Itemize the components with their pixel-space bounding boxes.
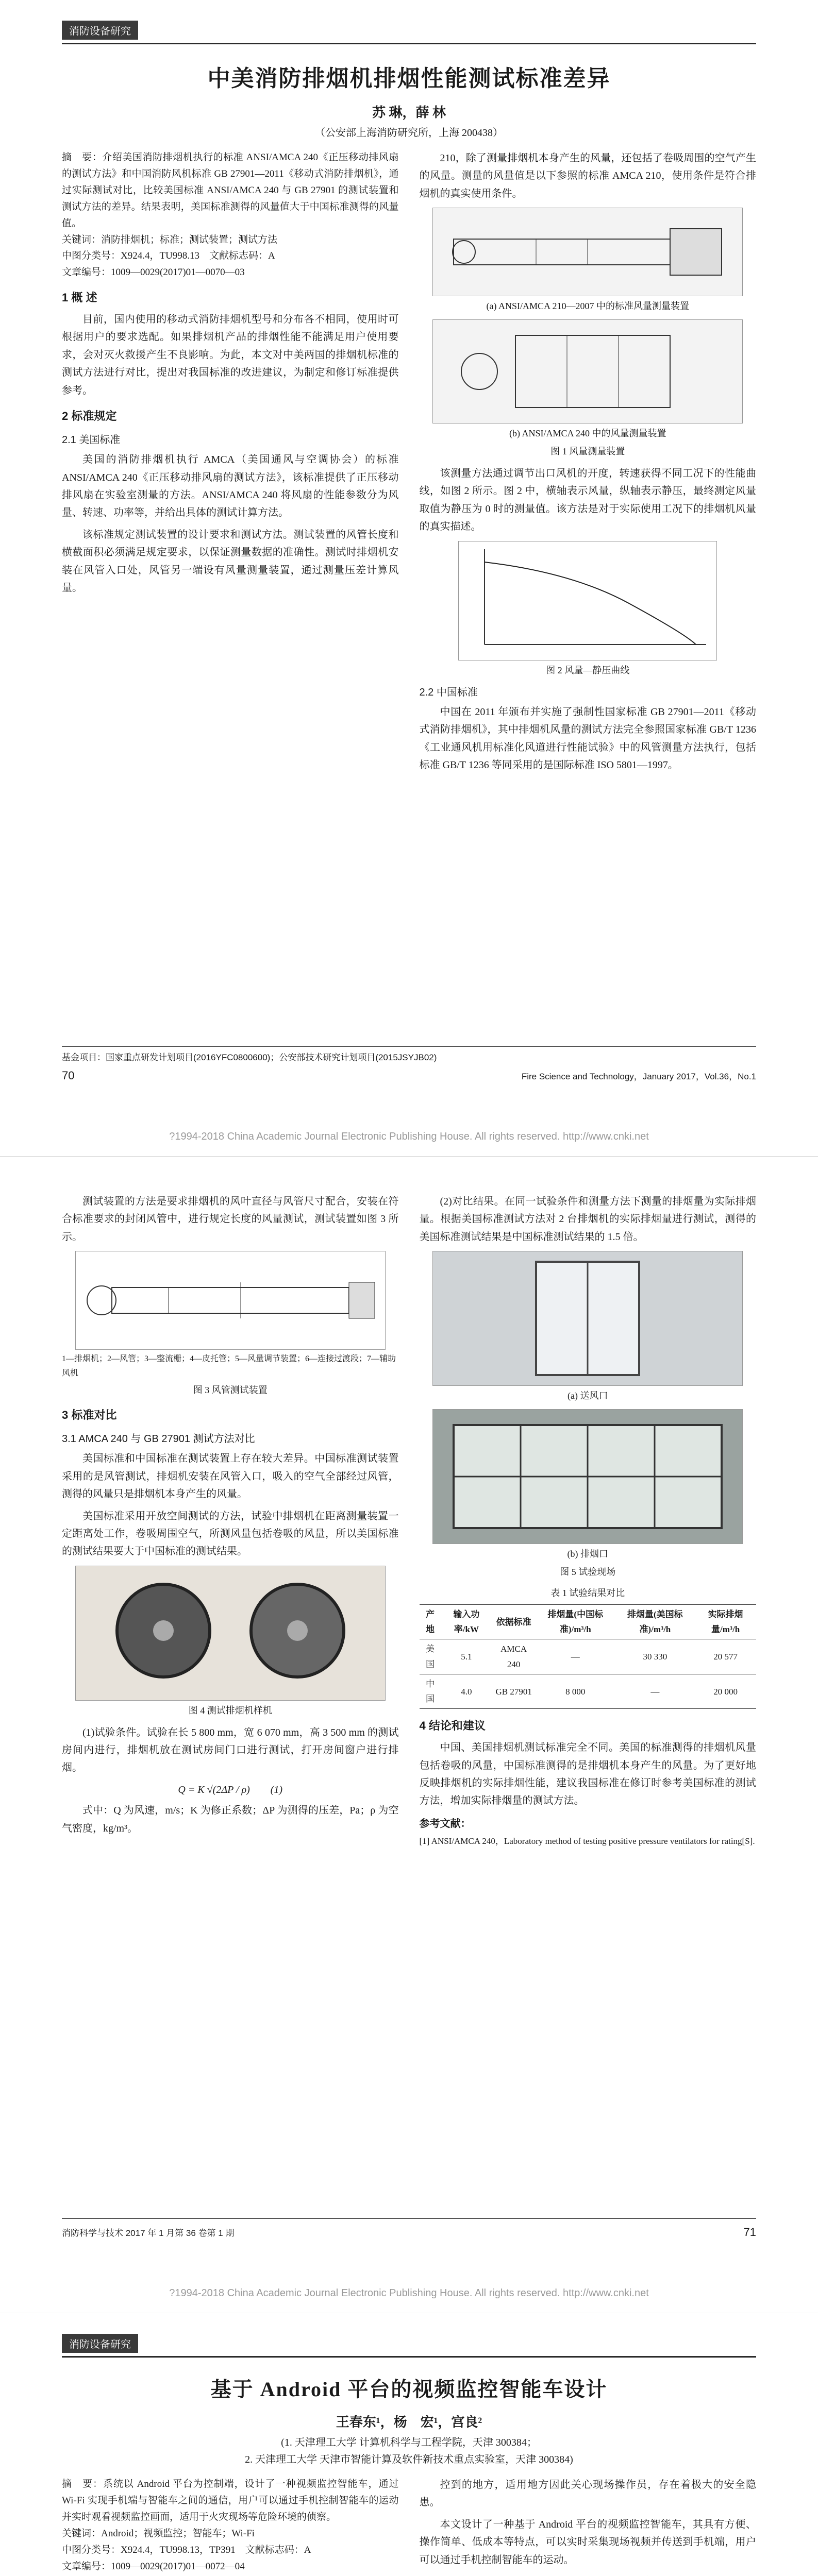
- left-column: [62, 1193, 399, 1850]
- footer-rule: [62, 2218, 756, 2219]
- article-number: 文章编号：1009—0029(2017)01—0072—04: [62, 2561, 245, 2572]
- footer-rule: [62, 1046, 756, 1047]
- left-text-1: 测试装置的方法是要求排烟机的风叶直径与风管尺寸配合，安装在符合标准要求的封闭风管中，进行规定长度的风量测试，测试装置如图 3 所示。: [62, 1196, 399, 1243]
- right-text-1: 210，除了测量排烟机本身产生的风量，还包括了卷吸周围的空气产生的风量。测量的风量值是以下参照的标准 AMCA 210，使用条件是符合排烟机的真实使用条件。: [419, 152, 756, 199]
- header-rule: [62, 2356, 756, 2358]
- right-text-2: 本文设计了一种基于 Android 平台的视频监控智能车，其具有方便、操作简单、低成本等特点，可以实时采集现场视频并传送到手机端，用户可以通过手机控制智能车的运动。: [419, 2518, 756, 2566]
- clc-number: 中图分类号：X924.4，TU998.13 文献标志码：A: [62, 250, 275, 262]
- table-header-cell: 实际排烟量/m³/h: [695, 1604, 756, 1639]
- table-cell: 5.1: [441, 1639, 492, 1674]
- table-header-cell: 产地: [420, 1604, 441, 1639]
- table-cell: 中国: [420, 1674, 441, 1708]
- table-cell: GB 27901: [492, 1674, 536, 1708]
- figure-4-caption: 图 4 测试排烟机样机: [188, 1705, 272, 1716]
- figure-2-chart: [458, 541, 717, 660]
- table-cell: 美国: [420, 1639, 441, 1674]
- section-2-2-heading: 2.2 中国标准: [419, 686, 478, 698]
- table-cell: 4.0: [441, 1674, 492, 1708]
- section-2-2-text: 中国在 2011 年颁布并实施了强制性国家标准 GB 27901—2011《移动式消防排烟机》，其中排烟机风量的测试方法完全参照国家标准 GB/T 1236《工业通风机用标准化风道进行性能试验》中的风管测量方法执行，包括标准 GB/T 1236 等同采用的是国际标准 ISO 5801—1997。: [419, 706, 756, 771]
- figure-5-caption: 图 5 试验现场: [560, 1567, 616, 1578]
- table-cell: —: [615, 1674, 695, 1708]
- right-text-2: 该测量方法通过调节出口风机的开度，转速获得不同工况下的性能曲线，如图 2 所示。图 2 中，横轴表示风量，纵轴表示静压，最终测定风量取值为静压为 0 时的测量值。该方法是对于实际使用工况下的排烟机风量的真实描述。: [419, 468, 756, 533]
- page-3: [0, 2313, 818, 2576]
- authors: 王春东¹，杨 宏¹，宫良²: [336, 2415, 482, 2430]
- section-3-1-text-3: (1)试验条件。试验在长 5 800 mm，宽 6 070 mm，高 3 500 mm 的测试房间内进行，排烟机放在测试房间门口进行测试，打开房间窗户进行排烟。: [62, 1726, 399, 1774]
- header-rule: [62, 43, 756, 44]
- section-3-1-text-4: 式中：Q 为风速，m/s；K 为修正系数；ΔP 为测得的压差，Pa；ρ 为空气密度，kg/m³。: [62, 1805, 399, 1834]
- figure-1a-drawing: [432, 208, 743, 296]
- test-duct-icon: [76, 1251, 385, 1349]
- table-cell: 20 577: [695, 1639, 756, 1674]
- clc-number: 中图分类号：X924.4，TU998.13，TP391 文献标志码：A: [62, 2544, 311, 2555]
- page-footer: [62, 2226, 756, 2239]
- section-2-1-heading: 2.1 美国标准: [62, 434, 121, 446]
- table-header-cell: 排烟量(美国标准)/m³/h: [615, 1604, 695, 1639]
- table-cell: 20 000: [695, 1674, 756, 1708]
- figure-1b-drawing: [432, 319, 743, 423]
- watermark: ?1994-2018 China Academic Journal Electronic Publishing House. All rights reserved. http://www.cnki.net: [169, 1131, 649, 1142]
- right-column: [420, 149, 757, 778]
- page-2-content: [62, 1177, 756, 2259]
- section-4-heading: 4 结论和建议: [419, 1719, 486, 1733]
- affiliation-1: (1. 天津理工大学 计算机科学与工程学院，天津 300384；: [281, 2437, 537, 2448]
- duct-diagram-icon: [433, 208, 742, 296]
- page-number: 70: [62, 1069, 75, 1082]
- window-photo-icon: [433, 1251, 742, 1385]
- figure-5b: [420, 1409, 757, 1580]
- formula-1: Q = K √(2ΔP / ρ) (1): [178, 1784, 283, 1795]
- right-text-1: 控到的地方，适用地方因此关心现场操作员，存在着极大的安全隐患。: [419, 2479, 756, 2509]
- table-cell: AMCA 240: [492, 1639, 536, 1674]
- right-column: [420, 1193, 757, 1850]
- figure-3-drawing: [75, 1251, 386, 1350]
- figure-3: [62, 1251, 399, 1398]
- page-number: 71: [743, 2226, 756, 2239]
- section-3-1-text-1: 美国标准和中国标准在测试装置上存在较大差异。中国标准测试装置采用的是风管测试，排烟机安装在风管入口，吸入的空气全部经过风管，测得的风量只是排烟机本身产生的风量。: [62, 1453, 399, 1500]
- table-header-cell: 输入功率/kW: [441, 1604, 492, 1639]
- table-cell: 8 000: [536, 1674, 615, 1708]
- keywords: 关键词：Android；视频监控；智能车；Wi-Fi: [62, 2528, 255, 2539]
- section-tag: 消防设备研究: [62, 21, 138, 40]
- table-row: [420, 1674, 757, 1708]
- figure-5b-photo: [432, 1409, 743, 1544]
- affiliation-2: 2. 天津理工大学 天津市智能计算及软件新技术重点实验室，天津 300384): [245, 2454, 573, 2465]
- figure-5b-caption: (b) 排烟口: [567, 1549, 608, 1560]
- figure-4: [62, 1566, 399, 1719]
- reference-1: [1] ANSI/AMCA 240，Laboratory method of testing positive pressure ventilators for rating[S].: [419, 1836, 755, 1846]
- page-3-content: [62, 2334, 756, 2576]
- section-3-heading: 3 标准对比: [62, 1409, 117, 1422]
- page-1-content: [62, 21, 756, 1103]
- article-number: 文章编号：1009—0029(2017)01—0070—03: [62, 267, 245, 278]
- right-text-1: (2)对比结果。在同一试验条件和测量方法下测量的排烟量为实际排烟量。根据美国标准测试方法对 2 台排烟机的实际排烟量进行测试，测得的美国标准测试结果是中国标准测试结果的 1.5 倍。: [419, 1196, 756, 1243]
- right-column: [420, 2476, 757, 2576]
- figure-4-photo: [75, 1566, 386, 1701]
- table-cell: 30 330: [615, 1639, 695, 1674]
- section-1-heading: 1 概 述: [62, 291, 97, 304]
- right-text-3: [420, 2573, 757, 2576]
- pressure-curve-icon: [459, 541, 716, 660]
- window-grid-icon: [433, 1410, 742, 1544]
- section-2-heading: 2 标准规定: [62, 410, 117, 423]
- table-row: [420, 1639, 757, 1674]
- section-3-1-text-2: 美国标准采用开放空间测试的方法，试验中排烟机在距离测量装置一定距离处工作，卷吸周围空气，所测风量包括卷吸的风量，所以美国标准的测试结果要大于中国标准的测试结果。: [62, 1510, 399, 1557]
- figure-1-caption: 图 1 风量测量装置: [550, 446, 625, 457]
- abstract: 摘 要：系统以 Android 平台为控制端，设计了一种视频监控智能车，通过 Wi-Fi 实现手机端与智能车之间的通信，用户可以通过手机控制智能车的运动并实时观看视频监控画面，适用于火灾现场等危险环境的侦察。: [62, 2479, 399, 2522]
- figure-5a-photo: [432, 1251, 743, 1386]
- section-2-1-text-1: 美国的消防排烟机执行 AMCA（美国通风与空调协会）的标准 ANSI/AMCA 240《正压移动排风扇的测试方法》，该标准提供了正压移动排风扇在实验室测量的方法。ANSI/AMCA 240 将风扇的性能参数分为风量、转速、功率等，并给出具体的测试计算方法。: [62, 454, 399, 519]
- funding-note: 基金项目：国家重点研发计划项目(2016YFC0800600)；公安部技术研究计划项目(2015JSYJB02): [62, 1053, 437, 1062]
- left-column: [62, 2476, 399, 2576]
- section-3-1-heading: 3.1 AMCA 240 与 GB 27901 测试方法对比: [62, 1433, 255, 1445]
- figure-3-legend: 1—排烟机；2—风管；3—整流栅；4—皮托管；5—风量调节装置；6—连接过渡段；7—辅助风机: [62, 1354, 396, 1378]
- journal-name: 消防科学与技术 2017 年 1 月第 36 卷第 1 期: [62, 2228, 235, 2238]
- fan-photo-icon: [76, 1566, 385, 1700]
- affiliation: （公安部上海消防研究所，上海 200438）: [315, 127, 503, 139]
- journal-name: Fire Science and Technology，January 2017，Vol.36，No.1: [521, 1072, 756, 1081]
- figure-3-caption: 图 3 风管测试装置: [193, 1385, 268, 1396]
- figure-5a: [420, 1251, 757, 1404]
- figure-2: [420, 541, 757, 679]
- references-heading: 参考文献：: [419, 1818, 471, 1829]
- figure-1b-caption: (b) ANSI/AMCA 240 中的风量测量装置: [509, 428, 666, 439]
- page-footer: [62, 1069, 756, 1082]
- figure-1a: [420, 208, 757, 314]
- keywords: 关键词：消防排烟机；标准；测试装置；测试方法: [62, 234, 278, 245]
- article-title: 中美消防排烟机排烟性能测试标准差异: [207, 66, 611, 91]
- figure-2-caption: 图 2 风量—静压曲线: [546, 665, 630, 675]
- article-title: 基于 Android 平台的视频监控智能车设计: [210, 2378, 608, 2401]
- figure-5a-caption: (a) 送风口: [567, 1391, 608, 1401]
- left-column: [62, 149, 399, 778]
- authors: 苏 琳，薛 林: [372, 105, 446, 120]
- table-1-caption: 表 1 试验结果对比: [550, 1588, 625, 1599]
- abstract: 摘 要：介绍美国消防排烟机执行的标准 ANSI/AMCA 240《正压移动排风扇的测试方法》和中国消防风机标准 GB 27901—2011《移动式消防排烟机》，通过实际测试对比，比较美国标准 ANSI/AMCA 240 与 GB 27901 的测试装置和测试方法的差异。结果表明，美国标准测得的风量值大于中国标准测得的风量值。: [62, 152, 399, 229]
- table-header-cell: 依据标准: [492, 1604, 536, 1639]
- results-table: [420, 1604, 757, 1709]
- figure-1a-caption: (a) ANSI/AMCA 210—2007 中的标准风量测量装置: [486, 301, 689, 312]
- chamber-diagram-icon: [433, 320, 742, 423]
- section-2-1-text-2: 该标准规定测试装置的设计要求和测试方法。测试装置的风管长度和横截面积必须满足规定要求，以保证测量数据的准确性。测试时排烟机安装在风管入口处，风管另一端设有风量测量装置，通过测量压差计算风量。: [62, 529, 399, 594]
- section-4-text: 中国、美国排烟机测试标准完全不同。美国的标准测得的排烟机风量包括卷吸的风量，中国标准测得的是排烟机本身产生的风量。为了更好地反映排烟机的实际排烟性能，建议我国标准在修订时参考美国标准的测试方法，增加实际排烟量的测试方法。: [419, 1742, 756, 1807]
- section-1-text: 目前，国内使用的移动式消防排烟机型号和分布各不相同，使用时可根据用户的要求选配。如果排烟机产品的排烟性能不能满足用户使用要求，会对灭火救援产生不良影响。为此，本文对中美两国的排烟机标准的测试方法进行对比，提出对我国标准的改进建议，为制定和修订标准提供参考。: [62, 314, 399, 396]
- watermark: ?1994-2018 China Academic Journal Electronic Publishing House. All rights reserved. http://www.cnki.net: [169, 2287, 649, 2299]
- section-tag: 消防设备研究: [62, 2334, 138, 2353]
- page-1: [0, 0, 818, 1157]
- figure-1b: [420, 319, 757, 460]
- page-2: [0, 1157, 818, 2313]
- table-cell: —: [536, 1639, 615, 1674]
- table-header-cell: 排烟量(中国标准)/m³/h: [536, 1604, 615, 1639]
